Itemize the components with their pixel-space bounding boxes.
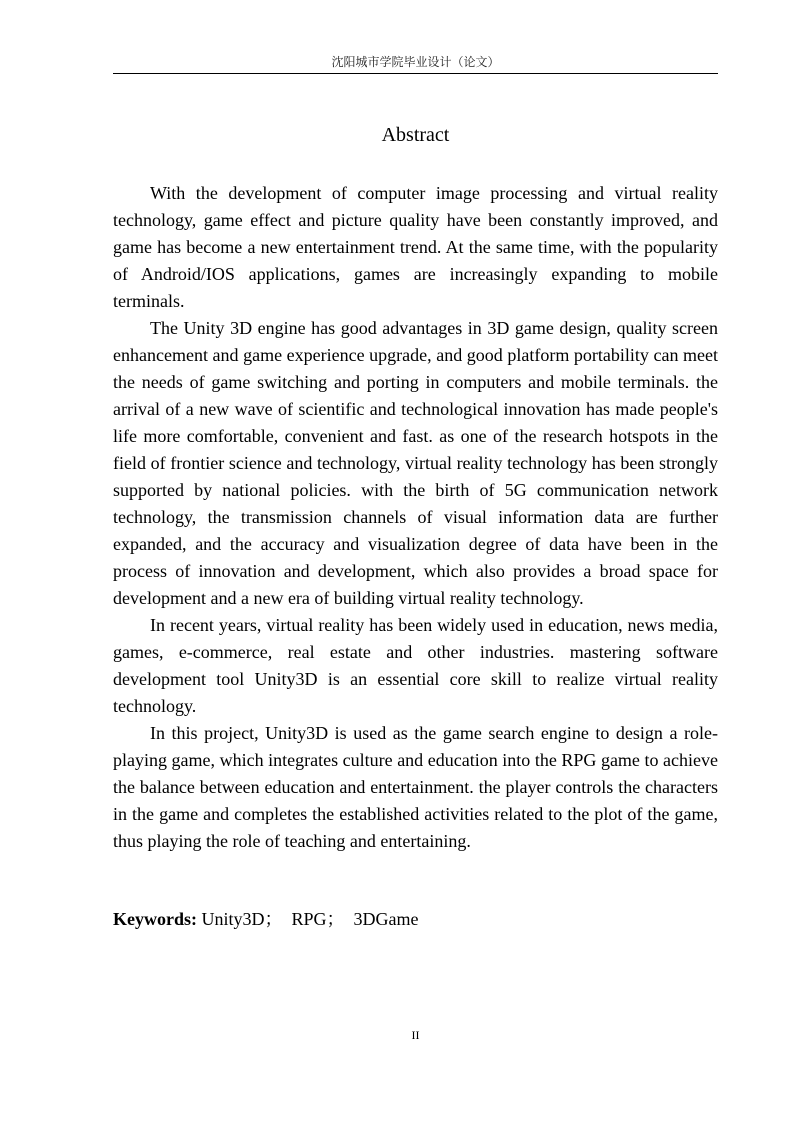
page-header: 沈阳城市学院毕业设计（论文） bbox=[331, 55, 500, 69]
abstract-title: Abstract bbox=[381, 124, 450, 146]
paragraph-2: The Unity 3D engine has good advantages in 3D game design, quality screen enhancement and game experience upgrade, and good platform portability can meet the needs of game switching and porting in computers and mobile terminals. the arrival of a new wave of scientific and technological innovation has made people's life more comfortable, convenient and fast. as one of the research hotspots in the field of frontier science and technology, virtual reality technology has been strongly supported by national policies. with the birth of 5G communication network technology, the transmission channels of visual information data are further expanded, and the accuracy and visualization degree of data have been in the process of innovation and development, which also provides a broad space for development and a new era of building virtual reality technology. bbox=[113, 318, 718, 608]
keywords-value: Unity3D； RPG； 3DGame bbox=[197, 909, 419, 929]
paragraph-4: In this project, Unity3D is used as the game search engine to design a role-playing game, which integrates culture and education into the RPG game to achieve the balance between education and entertainment. the player controls the characters in the game and completes the established activities related to the plot of the game, thus playing the role of teaching and entertaining. bbox=[113, 723, 718, 851]
keywords-line bbox=[113, 906, 718, 933]
keywords-label: Keywords: bbox=[113, 909, 197, 929]
abstract-body bbox=[113, 180, 718, 855]
paragraph-1: With the development of computer image processing and virtual reality technology, game effect and picture quality have been constantly improved, and game has become a new entertainment trend. At the same time, with the popularity of Android/IOS applications, games are increasingly expanding to mobile terminals. bbox=[113, 183, 718, 311]
header-rule bbox=[113, 73, 718, 74]
page-number: II bbox=[411, 1028, 420, 1042]
paragraph-3: In recent years, virtual reality has been widely used in education, news media, games, e-commerce, real estate and other industries. mastering software development tool Unity3D is an essential core skill to realize virtual reality technology. bbox=[113, 615, 718, 716]
